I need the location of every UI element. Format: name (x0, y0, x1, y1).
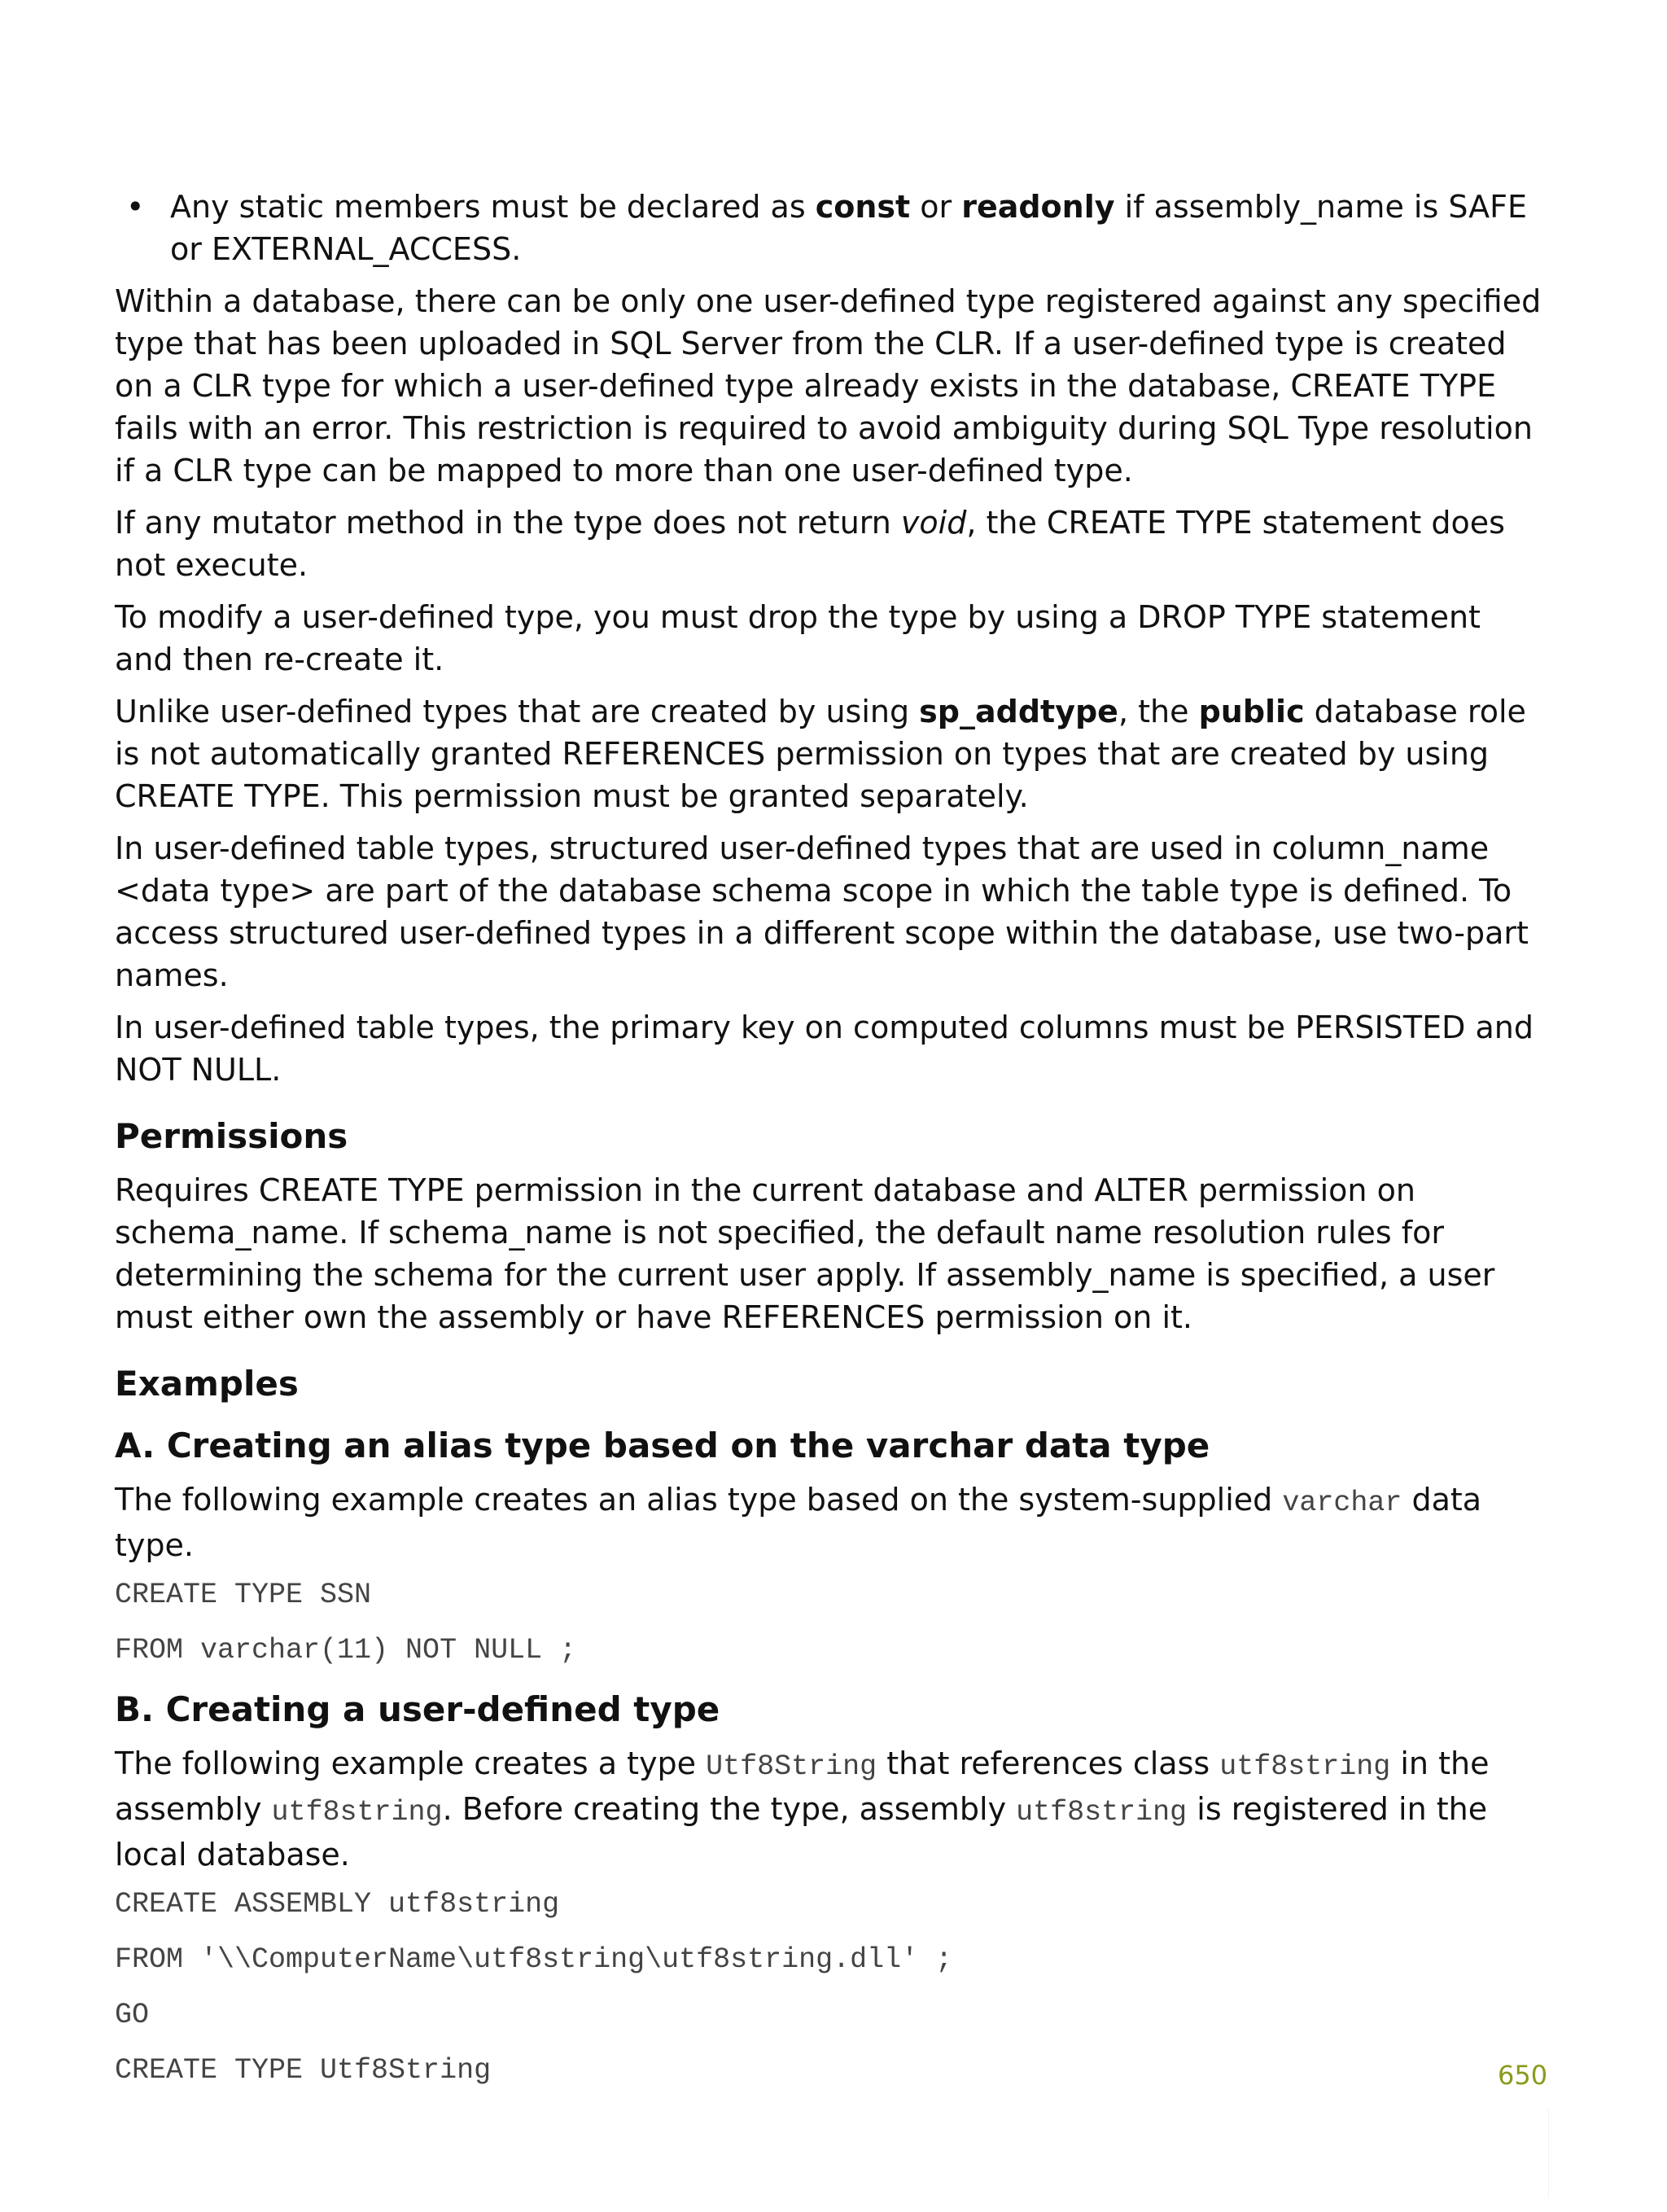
paragraph-table-type-scope: In user-defined table types, structured user-defined types that are used in column_name <data type> are part of the database schema scope in which the table type is defined. To access structured user-defined types in a different scope within the database, use two-part names. (115, 830, 1529, 993)
example-b-text-d: . Before creating the type, assembly (442, 1791, 1017, 1827)
paragraph-references-permission (115, 690, 1547, 817)
paragraph-mutator-method (115, 502, 1547, 586)
example-b-inline-code-4: utf8string (1016, 1796, 1188, 1829)
bullet-item-static-members (115, 186, 1547, 270)
example-b-inline-code-2: utf8string (1219, 1750, 1391, 1783)
bullet-dot-icon: • (126, 189, 145, 225)
references-text-b: , the (1118, 694, 1199, 729)
example-a-inline-code: varchar (1282, 1487, 1402, 1519)
page-content (115, 186, 1547, 2107)
example-a-text-a: The following example creates an alias type based on the system-supplied (115, 1482, 1283, 1518)
example-a-text-b: data type. (115, 1482, 1482, 1563)
page-number: 650 (1498, 2060, 1548, 2091)
example-b-text-a: The following example creates a type (115, 1746, 707, 1781)
code-line: CREATE TYPE Utf8String (115, 2054, 492, 2087)
paragraph-example-b (115, 1742, 1547, 1876)
code-line: FROM varchar(11) NOT NULL ; (115, 1634, 577, 1667)
paragraph-modify-type: To modify a user-defined type, you must drop the type by using a DROP TYPE statement and then re-create it. (115, 599, 1481, 677)
example-b-text-e: is registered in the local database. (115, 1791, 1488, 1873)
bullet-text-1: Any static members must be declared as (170, 189, 816, 225)
page-edge-divider (1548, 2109, 1549, 2198)
example-b-text-c: in the assembly (115, 1746, 1490, 1827)
paragraph-clr-registration: Within a database, there can be only one user-defined type registered against any specified type that has been uploaded in SQL Server from the CLR. If a user-defined type is created on a CLR type for which a user-defined type already exists in the database, CREATE TYPE fails with an error. This restriction is required to avoid ambiguity during SQL Type resolution if a CLR type can be mapped to more than one user-defined type. (115, 283, 1542, 488)
mutator-text-a: If any mutator method in the type does not return (115, 505, 901, 541)
mutator-italic-void: void (900, 505, 967, 541)
references-text-c: database role is not automatically granted REFERENCES permission on types that are created by using CREATE TYPE. This permission must be granted separately. (115, 694, 1526, 814)
example-b-inline-code-1: Utf8String (706, 1750, 877, 1783)
code-line: FROM '\\ComputerName\utf8string\utf8string.dll' ; (115, 1943, 953, 1976)
code-line: GO (115, 1999, 150, 2031)
code-line: CREATE ASSEMBLY utf8string (115, 1888, 560, 1921)
example-b-inline-code-3: utf8string (271, 1796, 443, 1829)
paragraph-example-a (115, 1478, 1547, 1566)
code-line: CREATE TYPE SSN (115, 1579, 372, 1611)
bullet-bold-readonly: readonly (961, 189, 1115, 225)
example-b-text-b: that references class (877, 1746, 1220, 1781)
paragraph-primary-key: In user-defined table types, the primary key on computed columns must be PERSISTED and NOT NULL. (115, 1010, 1534, 1088)
heading-example-a: A. Creating an alias type based on the varchar data type (115, 1426, 1210, 1465)
bullet-text-2: or (910, 189, 962, 225)
mutator-text-b: , the CREATE TYPE statement does not execute. (115, 505, 1505, 583)
heading-permissions: Permissions (115, 1116, 348, 1156)
references-bold-public: public (1198, 694, 1305, 729)
references-text-a: Unlike user-defined types that are created by using (115, 694, 920, 729)
heading-example-b: B. Creating a user-defined type (115, 1689, 720, 1729)
bullet-bold-const: const (815, 189, 911, 225)
references-bold-sp-addtype: sp_addtype (919, 694, 1118, 729)
paragraph-permissions: Requires CREATE TYPE permission in the current database and ALTER permission on schema_name. If schema_name is not specified, the default name resolution rules for determining the schema for the current user apply. If assembly_name is specified, a user must either own the assembly or have REFERENCES permission on it. (115, 1172, 1495, 1335)
bullet-text-3: if assembly_name is SAFE or EXTERNAL_ACCESS. (170, 189, 1528, 267)
heading-examples: Examples (115, 1364, 299, 1404)
